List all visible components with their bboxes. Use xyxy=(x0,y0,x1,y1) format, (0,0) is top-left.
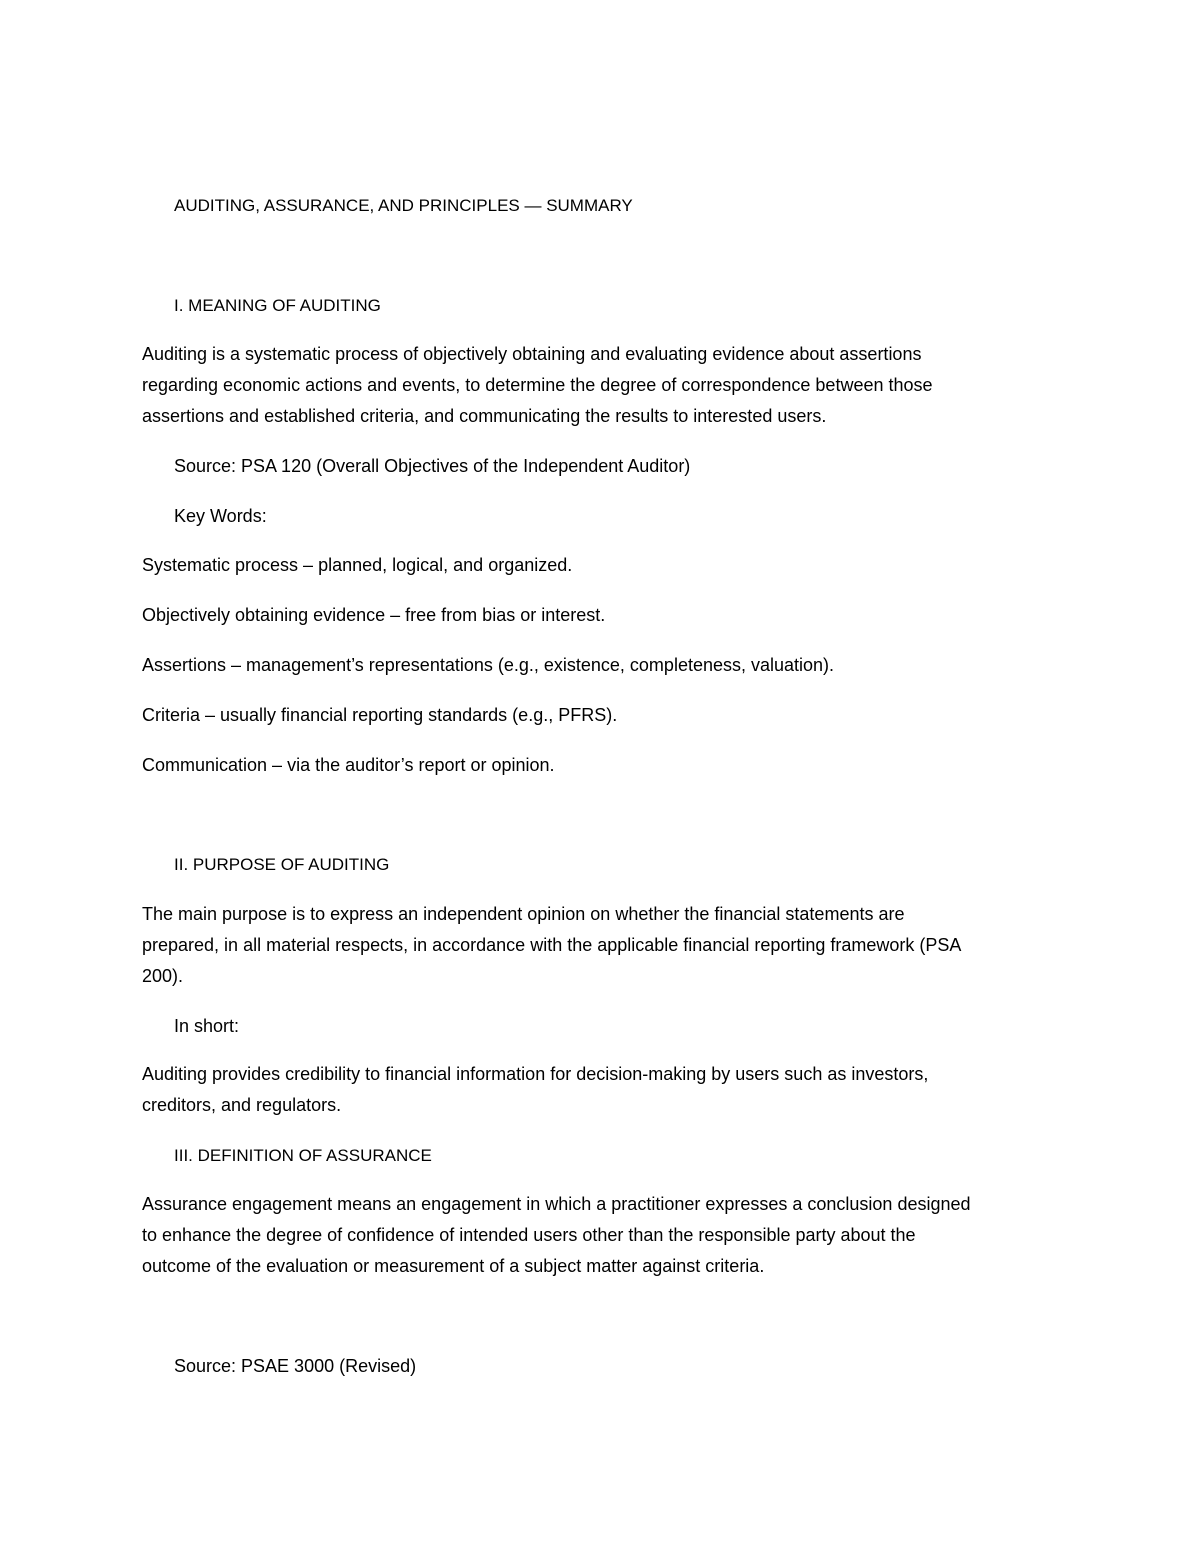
key-word-item: Systematic process – planned, logical, and organized. xyxy=(142,555,573,575)
key-word-item: Communication – via the auditor’s report or opinion. xyxy=(142,755,555,775)
source-line: Source: PSA 120 (Overall Objectives of the Independent Auditor) xyxy=(174,456,691,476)
paragraph-assurance xyxy=(142,1189,1057,1282)
key-word-item: Objectively obtaining evidence – free from bias or interest. xyxy=(142,605,606,625)
section-heading-meaning: I. MEANING OF AUDITING xyxy=(174,296,381,315)
paragraph-line: regarding economic actions and events, to determine the degree of correspondence between those xyxy=(142,375,933,395)
source-line: Source: PSAE 3000 (Revised) xyxy=(174,1356,417,1376)
paragraph-line: 200). xyxy=(142,966,184,986)
paragraph-in-short xyxy=(142,1059,1057,1121)
paragraph-line: prepared, in all material respects, in accordance with the applicable financial reporting framework (PSA xyxy=(142,935,962,955)
key-word-item: Criteria – usually financial reporting standards (e.g., PFRS). xyxy=(142,705,618,725)
paragraph-line: Auditing provides credibility to financial information for decision-making by users such as investors, xyxy=(142,1064,929,1084)
document-title: AUDITING, ASSURANCE, AND PRINCIPLES — SUMMARY xyxy=(174,196,633,215)
paragraph-line: to enhance the degree of confidence of intended users other than the responsible party about the xyxy=(142,1225,916,1245)
paragraph-purpose xyxy=(142,899,1057,992)
in-short-label: In short: xyxy=(174,1016,240,1036)
paragraph-line: The main purpose is to express an independent opinion on whether the financial statements are xyxy=(142,904,905,924)
section-heading-assurance: III. DEFINITION OF ASSURANCE xyxy=(174,1146,432,1165)
key-word-item: Assertions – management’s representations (e.g., existence, completeness, valuation). xyxy=(142,655,835,675)
paragraph-line: creditors, and regulators. xyxy=(142,1095,342,1115)
paragraph-line: Auditing is a systematic process of objectively obtaining and evaluating evidence about assertions xyxy=(142,344,922,364)
key-words-label: Key Words: xyxy=(174,506,267,526)
paragraph-meaning xyxy=(142,339,1057,432)
paragraph-line: Assurance engagement means an engagement in which a practitioner expresses a conclusion designed xyxy=(142,1194,971,1214)
section-heading-purpose: II. PURPOSE OF AUDITING xyxy=(174,855,390,874)
paragraph-line: outcome of the evaluation or measurement of a subject matter against criteria. xyxy=(142,1256,765,1276)
paragraph-line: assertions and established criteria, and communicating the results to interested users. xyxy=(142,406,827,426)
